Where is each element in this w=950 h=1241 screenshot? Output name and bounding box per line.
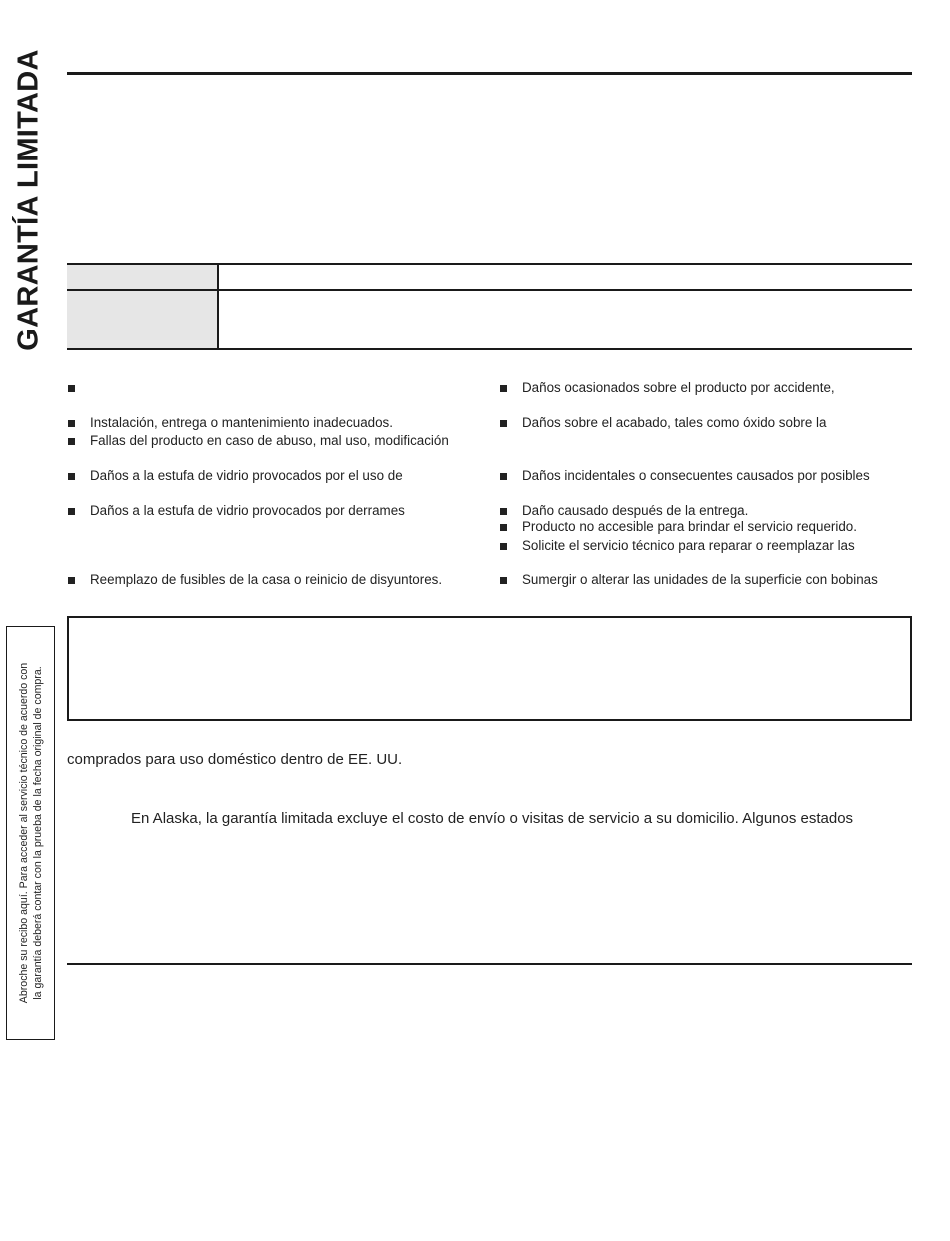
warranty-table-value-cell bbox=[219, 265, 912, 289]
bullet-icon bbox=[500, 524, 507, 531]
warranty-table-label-cell bbox=[67, 291, 219, 348]
bottom-rule bbox=[67, 963, 912, 965]
warranty-period-table bbox=[67, 263, 912, 350]
warranty-table-row bbox=[67, 263, 912, 289]
bullet-icon bbox=[68, 577, 75, 584]
notice-box bbox=[67, 616, 912, 721]
bullet-icon bbox=[68, 385, 75, 392]
bullet-icon bbox=[68, 473, 75, 480]
top-rule bbox=[67, 72, 912, 75]
receipt-note bbox=[17, 643, 45, 1023]
bullet-icon bbox=[500, 385, 507, 392]
bullet-icon bbox=[500, 420, 507, 427]
alaska-paragraph: En Alaska, la garantía limitada excluye el costo de envío o visitas de servicio a su domicilio. Algunos estados bbox=[131, 810, 854, 827]
side-title-text: GARANTÍA LIMITADA bbox=[12, 49, 45, 351]
receipt-note-line: la garantía deberá contar con la prueba de la fecha original de compra. bbox=[31, 666, 44, 1000]
bullet-icon bbox=[68, 420, 75, 427]
warranty-table-row bbox=[67, 289, 912, 350]
side-title bbox=[12, 30, 46, 370]
bullet-icon bbox=[68, 508, 75, 515]
receipt-note-line: Abroche su recibo aquí. Para acceder al servicio técnico de acuerdo con bbox=[17, 662, 30, 1004]
bullet-icon bbox=[500, 543, 507, 550]
bullet-icon bbox=[500, 577, 507, 584]
bullet-icon bbox=[500, 508, 507, 515]
warranty-table-value-cell bbox=[219, 291, 912, 348]
bullet-icon bbox=[500, 473, 507, 480]
receipt-staple-box bbox=[6, 626, 55, 1040]
domestic-use-paragraph: comprados para uso doméstico dentro de EE. UU. bbox=[67, 751, 403, 768]
warranty-table-label-cell bbox=[67, 265, 219, 289]
bullet-icon bbox=[68, 438, 75, 445]
